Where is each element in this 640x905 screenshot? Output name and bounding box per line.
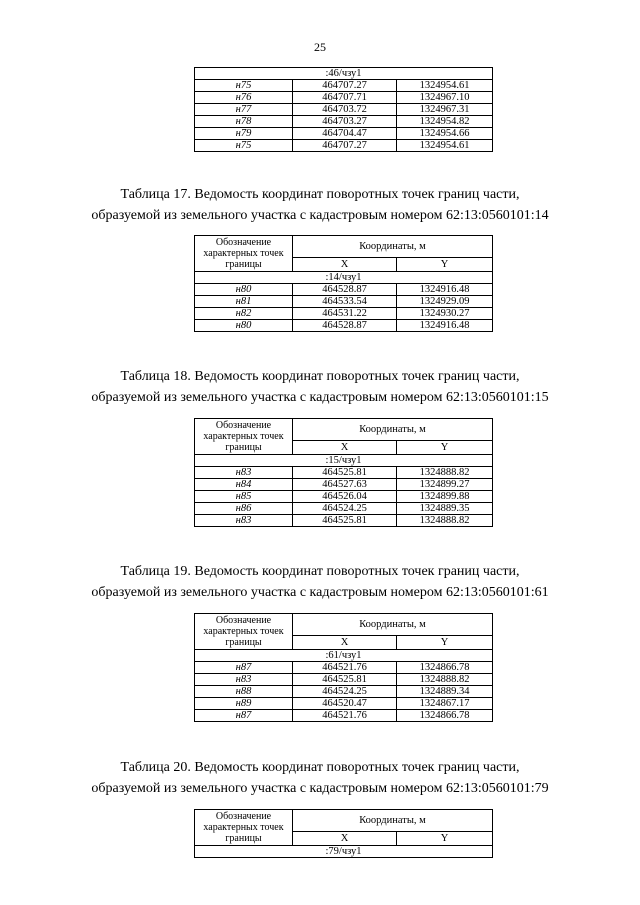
header-coordinates: Координаты, м: [293, 614, 493, 636]
table-row: [195, 686, 493, 698]
x-cell: 464528.87: [293, 320, 397, 332]
header-point-label: Обозначение характерных точек границы: [195, 614, 293, 650]
caption-line-2: образуемой из земельного участка с кадастровым номером 62:13:0560101:79: [91, 781, 549, 796]
section-label: :15/чзу1: [195, 455, 493, 467]
coordinates-table: [194, 418, 493, 527]
table-row: [195, 503, 493, 515]
table-body: [195, 455, 493, 527]
y-cell: 1324954.61: [397, 140, 493, 152]
point-cell: н77: [195, 104, 293, 116]
header-coordinates: Координаты, м: [293, 236, 493, 258]
section-row: [195, 68, 493, 80]
caption-line-2: образуемой из земельного участка с кадастровым номером 62:13:0560101:61: [91, 585, 549, 600]
table-header: [195, 419, 493, 455]
table-body: [195, 846, 493, 858]
y-cell: 1324889.34: [397, 686, 493, 698]
table-row: [195, 128, 493, 140]
x-cell: 464521.76: [293, 662, 397, 674]
x-cell: 464703.27: [293, 116, 397, 128]
section-label: :79/чзу1: [195, 846, 493, 858]
table-18: [194, 418, 492, 527]
coordinates-table: [194, 235, 493, 332]
table-row: [195, 662, 493, 674]
header-y: Y: [397, 258, 493, 272]
table-row: [195, 674, 493, 686]
x-cell: 464527.63: [293, 479, 397, 491]
y-cell: 1324967.31: [397, 104, 493, 116]
x-cell: 464525.81: [293, 467, 397, 479]
x-cell: 464707.71: [293, 92, 397, 104]
y-cell: 1324867.17: [397, 698, 493, 710]
table-body: [195, 650, 493, 722]
table-16-continued: [194, 67, 492, 152]
point-cell: н82: [195, 308, 293, 320]
point-cell: н87: [195, 710, 293, 722]
x-cell: 464707.27: [293, 80, 397, 92]
section-row: [195, 650, 493, 662]
y-cell: 1324916.48: [397, 320, 493, 332]
point-cell: н88: [195, 686, 293, 698]
section-label: :14/чзу1: [195, 272, 493, 284]
x-cell: 464525.81: [293, 674, 397, 686]
point-cell: н87: [195, 662, 293, 674]
header-y: Y: [397, 832, 493, 846]
table-row: [195, 698, 493, 710]
point-cell: н80: [195, 284, 293, 296]
x-cell: 464524.25: [293, 503, 397, 515]
header-row: [195, 236, 493, 258]
caption-line-2: образуемой из земельного участка с кадастровым номером 62:13:0560101:15: [91, 390, 549, 405]
point-cell: н75: [195, 80, 293, 92]
table-header: [195, 236, 493, 272]
table-17: [194, 235, 492, 332]
table-19-caption: [0, 561, 640, 603]
y-cell: 1324888.82: [397, 674, 493, 686]
header-row: [195, 419, 493, 441]
y-cell: 1324888.82: [397, 515, 493, 527]
header-point-label: Обозначение характерных точек границы: [195, 236, 293, 272]
header-x: X: [293, 832, 397, 846]
x-cell: 464528.87: [293, 284, 397, 296]
point-cell: н78: [195, 116, 293, 128]
x-cell: 464524.25: [293, 686, 397, 698]
table-row: [195, 140, 493, 152]
y-cell: 1324866.78: [397, 710, 493, 722]
caption-line-1: Таблица 17. Ведомость координат поворотных точек границ части,: [120, 187, 520, 202]
table-19: [194, 613, 492, 722]
coordinates-table: [194, 67, 493, 152]
point-cell: н81: [195, 296, 293, 308]
header-point-label: Обозначение характерных точек границы: [195, 810, 293, 846]
table-row: [195, 515, 493, 527]
point-cell: н85: [195, 491, 293, 503]
table-row: [195, 296, 493, 308]
header-y: Y: [397, 441, 493, 455]
x-cell: 464707.27: [293, 140, 397, 152]
table-row: [195, 467, 493, 479]
table-20: [194, 809, 492, 858]
y-cell: 1324899.27: [397, 479, 493, 491]
header-coordinates: Координаты, м: [293, 810, 493, 832]
x-cell: 464703.72: [293, 104, 397, 116]
y-cell: 1324899.88: [397, 491, 493, 503]
x-cell: 464520.47: [293, 698, 397, 710]
point-cell: н75: [195, 140, 293, 152]
table-row: [195, 80, 493, 92]
table-row: [195, 92, 493, 104]
section-row: [195, 455, 493, 467]
header-row: [195, 614, 493, 636]
table-18-caption: [0, 366, 640, 408]
table-row: [195, 308, 493, 320]
table-row: [195, 710, 493, 722]
x-cell: 464525.81: [293, 515, 397, 527]
table-20-caption: [0, 757, 640, 799]
header-coordinates: Координаты, м: [293, 419, 493, 441]
x-cell: 464704.47: [293, 128, 397, 140]
table-header: [195, 810, 493, 846]
section-label: :61/чзу1: [195, 650, 493, 662]
y-cell: 1324954.66: [397, 128, 493, 140]
table-header: [195, 614, 493, 650]
section-row: [195, 846, 493, 858]
point-cell: н80: [195, 320, 293, 332]
y-cell: 1324930.27: [397, 308, 493, 320]
table-body: [195, 272, 493, 332]
header-row: [195, 810, 493, 832]
caption-line-1: Таблица 19. Ведомость координат поворотных точек границ части,: [120, 564, 520, 579]
point-cell: н83: [195, 467, 293, 479]
table-row: [195, 479, 493, 491]
point-cell: н76: [195, 92, 293, 104]
point-cell: н86: [195, 503, 293, 515]
point-cell: н84: [195, 479, 293, 491]
table-17-caption: [0, 184, 640, 226]
x-cell: 464521.76: [293, 710, 397, 722]
point-cell: н83: [195, 674, 293, 686]
table-row: [195, 320, 493, 332]
section-label: :46/чзу1: [195, 68, 493, 80]
y-cell: 1324954.82: [397, 116, 493, 128]
caption-line-1: Таблица 20. Ведомость координат поворотных точек границ части,: [120, 760, 520, 775]
table-row: [195, 491, 493, 503]
caption-line-1: Таблица 18. Ведомость координат поворотных точек границ части,: [120, 369, 520, 384]
y-cell: 1324866.78: [397, 662, 493, 674]
x-cell: 464533.54: [293, 296, 397, 308]
point-cell: н83: [195, 515, 293, 527]
y-cell: 1324929.09: [397, 296, 493, 308]
table-row: [195, 116, 493, 128]
y-cell: 1324967.10: [397, 92, 493, 104]
header-x: X: [293, 636, 397, 650]
x-cell: 464526.04: [293, 491, 397, 503]
point-cell: н79: [195, 128, 293, 140]
caption-line-2: образуемой из земельного участка с кадастровым номером 62:13:0560101:14: [91, 208, 549, 223]
header-y: Y: [397, 636, 493, 650]
coordinates-table: [194, 809, 493, 858]
coordinates-table: [194, 613, 493, 722]
header-point-label: Обозначение характерных точек границы: [195, 419, 293, 455]
table-row: [195, 104, 493, 116]
x-cell: 464531.22: [293, 308, 397, 320]
section-row: [195, 272, 493, 284]
page-number: 25: [314, 40, 326, 54]
header-x: X: [293, 258, 397, 272]
y-cell: 1324889.35: [397, 503, 493, 515]
table-body: [195, 68, 493, 152]
point-cell: н89: [195, 698, 293, 710]
header-x: X: [293, 441, 397, 455]
y-cell: 1324888.82: [397, 467, 493, 479]
y-cell: 1324916.48: [397, 284, 493, 296]
y-cell: 1324954.61: [397, 80, 493, 92]
table-row: [195, 284, 493, 296]
